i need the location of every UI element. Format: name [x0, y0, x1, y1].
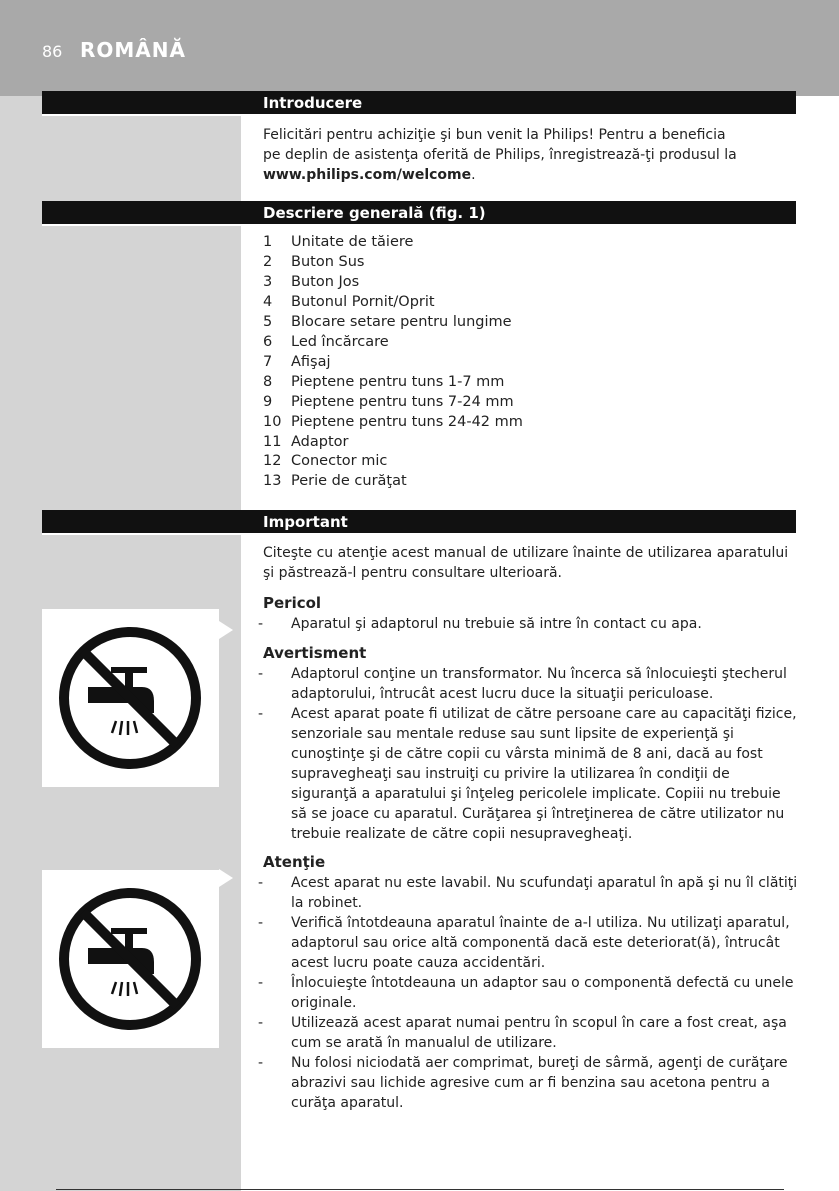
no-water-icon-box-1: [42, 609, 219, 787]
language-title: ROMÂNĂ: [80, 38, 186, 62]
url-period: .: [471, 167, 476, 183]
footer-rule: [56, 1189, 784, 1190]
overview-item-number: 2: [263, 253, 273, 270]
overview-item-number: 7: [263, 353, 273, 370]
bullet-dash: -: [258, 915, 264, 931]
overview-item-number: 10: [263, 413, 282, 430]
section-title-overview: Descriere generală (fig. 1): [263, 204, 486, 222]
overview-item: [263, 393, 523, 413]
overview-item-label: Pieptene pentru tuns 24-42 mm: [291, 413, 523, 430]
warning-item-text: Acest aparat poate fi utilizat de către persoane care au capacităţi fizice, senzoriale sau mentale reduse sau sunt lipsite de experienţă şi cunoştinţe şi de către copii cu vârsta minimă de 8 ani, dacă au fost supravegheaţi sau instruiţi cu privire la utilizarea în condiţii de siguranţă a aparatului şi înţeleg pericolele implicate. Copiii nu trebuie să se joace cu aparatul. Curăţarea şi întreţinerea de către utilizator nu trebuie realizate de către copii nesupravegheaţi.: [291, 706, 797, 842]
overview-item: [263, 273, 523, 293]
overview-item-label: Pieptene pentru tuns 1-7 mm: [291, 373, 505, 390]
warning-list: [258, 664, 798, 844]
overview-item: [263, 433, 523, 453]
overview-item-label: Perie de curăţat: [291, 473, 407, 490]
bullet-dash: -: [258, 1015, 264, 1031]
overview-item-label: Blocare setare pentru lungime: [291, 313, 512, 330]
overview-item-number: 13: [263, 473, 282, 490]
overview-item-number: 5: [263, 313, 273, 330]
overview-item-label: Butonul Pornit/Oprit: [291, 293, 435, 310]
overview-item: [263, 233, 523, 253]
overview-item-number: 8: [263, 373, 273, 390]
overview-item: [263, 313, 523, 333]
warning-item-text: Adaptorul conţine un transformator. Nu încerca să înlocuieşti ştecherul adaptorului, întrucât acest lucru duce la situaţii periculoase.: [291, 666, 787, 702]
overview-item-label: Pieptene pentru tuns 7-24 mm: [291, 393, 514, 410]
no-water-tap-icon: [42, 870, 219, 1048]
bullet-dash: -: [258, 706, 264, 722]
overview-item-number: 4: [263, 293, 273, 310]
section-bar-important: [42, 510, 796, 535]
danger-list: [258, 614, 798, 634]
bullet-dash: -: [258, 875, 264, 891]
no-water-tap-icon: [42, 609, 219, 787]
overview-item: [263, 333, 523, 353]
overview-list: [263, 233, 523, 492]
caution-item: [258, 973, 798, 1013]
caution-item: [258, 1013, 798, 1053]
section-title-important: Important: [263, 513, 348, 531]
welcome-url: www.philips.com/welcome: [263, 167, 472, 183]
warning-item: [258, 664, 798, 704]
danger-item-text: Aparatul şi adaptorul nu trebuie să intre în contact cu apa.: [291, 616, 702, 632]
warning-heading: Avertisment: [263, 644, 367, 662]
icon-pointer-2: [219, 869, 233, 887]
caution-list: [258, 873, 798, 1113]
caution-item-text: Utilizează acest aparat numai pentru în scopul în care a fost creat, aşa cum se arată în manualul de utilizare.: [291, 1015, 787, 1051]
overview-item-label: Afişaj: [291, 353, 331, 370]
overview-item-label: Buton Jos: [291, 273, 360, 290]
overview-item-number: 9: [263, 393, 273, 410]
overview-item-label: Led încărcare: [291, 333, 389, 350]
page-number: 86: [42, 42, 63, 61]
caution-heading: Atenţie: [263, 853, 326, 871]
caution-item: [258, 1053, 798, 1113]
important-intro-line-1: Citeşte cu atenţie acest manual de utilizare înainte de utilizarea aparatului: [263, 545, 789, 561]
overview-item-number: 3: [263, 273, 273, 290]
overview-item-label: Unitate de tăiere: [291, 234, 414, 250]
bullet-dash: -: [258, 616, 264, 632]
intro-line-2: pe deplin de asistenţa oferită de Philips, înregistrează-ţi produsul la: [263, 147, 737, 163]
bullet-dash: -: [258, 975, 264, 991]
overview-item-number: 11: [263, 433, 282, 450]
overview-item-label: Adaptor: [291, 433, 349, 450]
intro-text: [263, 125, 803, 185]
overview-item: [263, 353, 523, 373]
section-bar-intro: [42, 91, 796, 116]
danger-item: [258, 614, 798, 634]
bullet-dash: -: [258, 1055, 264, 1071]
overview-item: [263, 253, 523, 273]
overview-item-number: 6: [263, 333, 273, 350]
caution-item: [258, 873, 798, 913]
overview-item-label: Buton Sus: [291, 253, 365, 270]
intro-line-3: [263, 165, 803, 185]
danger-heading: Pericol: [263, 594, 322, 612]
caution-item: [258, 913, 798, 973]
caution-item-text: Înlocuieşte întotdeauna un adaptor sau o componentă defectă cu unele originale.: [291, 975, 794, 1011]
warning-item: [258, 704, 798, 844]
intro-line-1: Felicitări pentru achiziţie şi bun venit la Philips! Pentru a beneficia: [263, 127, 726, 143]
overview-item: [263, 293, 523, 313]
overview-item: [263, 373, 523, 393]
caution-item-text: Acest aparat nu este lavabil. Nu scufundaţi aparatul în apă şi nu îl clătiţi la robinet.: [291, 875, 798, 911]
page-header: [0, 0, 839, 96]
important-intro: [263, 543, 803, 583]
caution-item-text: Nu folosi niciodată aer comprimat, bureţi de sârmă, agenţi de curăţare abrazivi sau lichide agresive cum ar fi benzina sau acetona pentru a curăţa aparatul.: [291, 1055, 788, 1111]
important-intro-line-2: şi păstrează-l pentru consultare ulterioară.: [263, 565, 562, 581]
bullet-dash: -: [258, 666, 264, 682]
overview-item: [263, 452, 523, 472]
overview-item-number: 1: [263, 234, 273, 250]
overview-item-number: 12: [263, 453, 282, 470]
caution-item-text: Verifică întotdeauna aparatul înainte de a-l utiliza. Nu utilizaţi aparatul, adaptorul sau orice altă componentă dacă este deteriorat(ă), întrucât acest lucru poate cauza accidentări.: [291, 915, 790, 971]
overview-item-label: Conector mic: [291, 453, 388, 470]
overview-item: [263, 413, 523, 433]
overview-item: [263, 472, 523, 492]
icon-pointer-1: [219, 621, 233, 639]
no-water-icon-box-2: [42, 870, 219, 1048]
section-title-intro: Introducere: [263, 94, 363, 112]
